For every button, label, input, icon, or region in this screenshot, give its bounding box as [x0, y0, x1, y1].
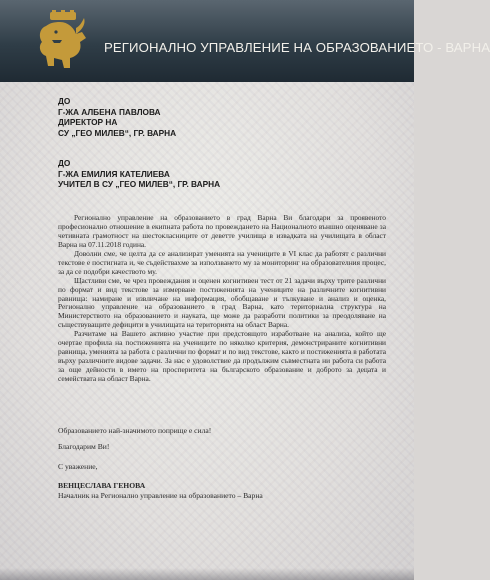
addressee-to-label: ДО [58, 158, 71, 168]
addressee-name: Г-ЖА АЛБЕНА ПАВЛОВА [58, 106, 161, 117]
addressee-position: УЧИТЕЛ В СУ „ГЕО МИЛЕВ“, ГР. ВАРНА [58, 179, 221, 189]
signatory-title: Началник на Регионално управление на образованието – Варна [58, 490, 263, 500]
body-paragraph-3: Щастливи сме, че чрез провеждания и оценен когнитивен тест от 21 задачи върху трите различни по формат и вид текстове за измерване постиженията на учениците на различните когнитивни равнища: намиране и извличане на информация, обобщаване и тълкуване и анализ и оценка, Регионално управление на образованието в град Варна, като териториална структура на Министерството на образованието и науката, ще може да разработи политики за преодоляване на съществуващите дефицити в училищата на територията на област Варна. [58, 275, 386, 330]
addressee-block-teacher [58, 158, 220, 190]
addressee-position: ДИРЕКТОР НА [58, 117, 118, 127]
body-paragraph-4: Разчитаме на Вашето активно участие при предстоящото изработване на анализа, който ще очертае профила на постиженията на учениците по няколко критерия, демонстрираните когнитивни равнища, уменията за работа с различни по формат и по вид текстове, както и постиженията в работата върху различните видове задачи. За нас е удоволствие да продължим съвместната ни работа си работа за още дейности в името на просперитета на българското образование и доброто за децата и семействата на област Варна. [58, 329, 386, 383]
signature-block [58, 481, 263, 500]
lion-crest-icon [32, 10, 92, 72]
closing-thanks: Благодарим Ви! [58, 442, 110, 451]
addressee-school: СУ „ГЕО МИЛЕВ“, ГР. ВАРНА [58, 127, 177, 138]
scan-edge-shadow [0, 568, 414, 580]
letterhead-banner [0, 0, 490, 82]
addressee-name: Г-ЖА ЕМИЛИЯ КАТЕЛИЕВА [58, 168, 170, 179]
body-paragraph-2: Доволни сме, че целта да се анализират уменията на учениците в VI клас да работят с различни текстове е постигната и, че съдействахме за използването му за мониторинг на образователния процес, за да се подобри качеството му. [58, 248, 386, 276]
letter-body [58, 214, 386, 384]
signatory-name: ВЕНЦЕСЛАВА ГЕНОВА [58, 481, 146, 490]
addressee-to-label: ДО [58, 96, 71, 106]
addressee-block-director [58, 96, 176, 138]
closing-motto: Образованието най-значимото поприще е сила! [58, 426, 212, 435]
body-paragraph-1: Регионално управление на образованието в град Варна Ви благодари за проявеното професионално отношение в екипната работа по провеждането на Националното външно оценяване за четивната грамотност на шестокласниците от деветте училища в извадката на училищата в област Варна на 07.11.2018 година. [58, 213, 386, 249]
letterhead-title: РЕГИОНАЛНО УПРАВЛЕНИЕ НА ОБРАЗОВАНИЕТО - ВАРНА [104, 40, 490, 55]
closing-regards: С уважение, [58, 462, 98, 471]
